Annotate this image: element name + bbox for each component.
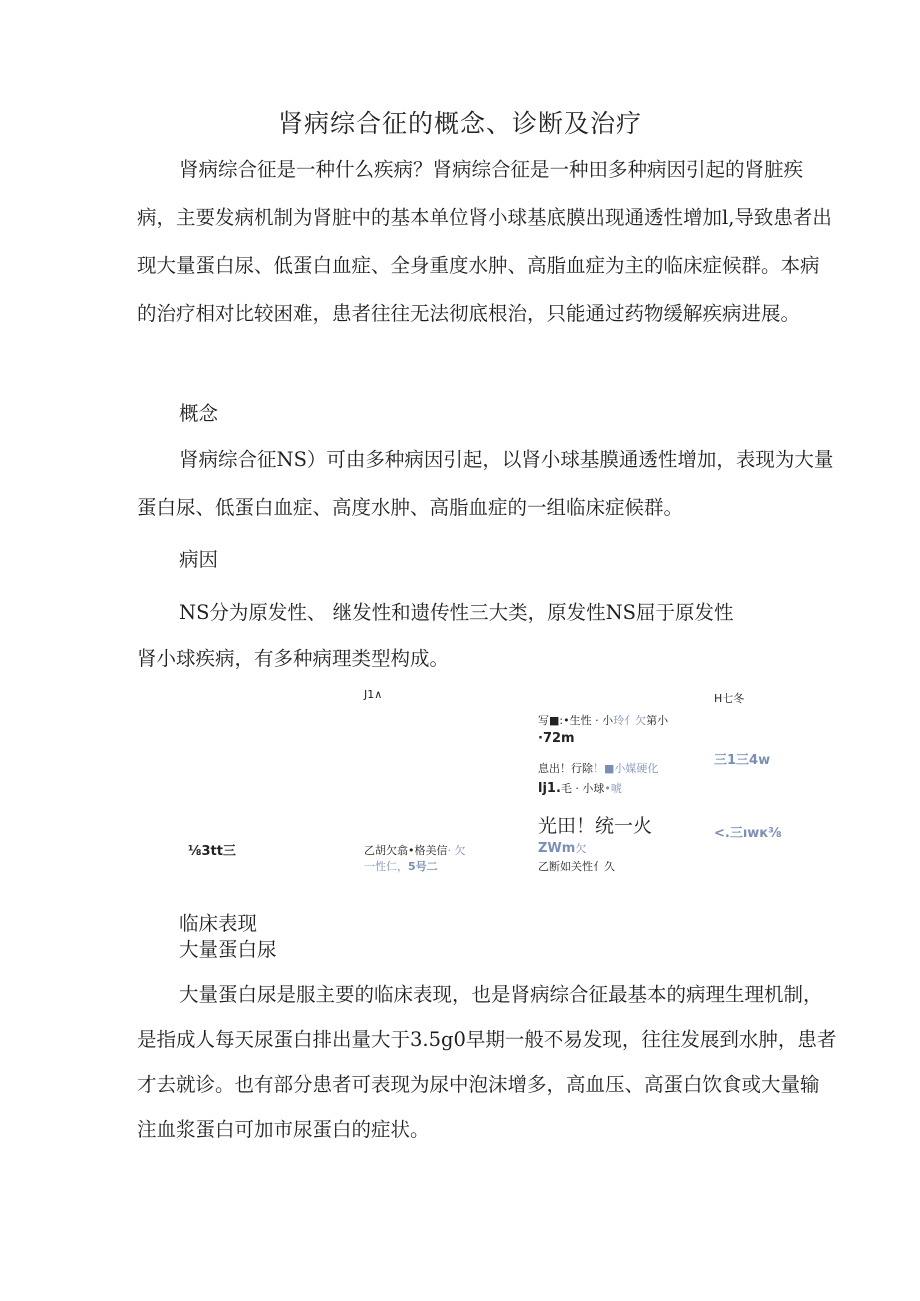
diagram-primary-row4 <box>538 780 622 796</box>
etiology-line-2: 肾小球疾病，有多种病理类型构成。 <box>137 647 450 670</box>
proteinuria-paragraph <box>137 972 837 1152</box>
intro-text: 肾病综合征是一种什么疾病？肾病综合征是一种田多种病因引起的肾脏疾病，主要发病机制为肾脏中的基本单位肾小球基底膜出现通透性增加l,导致患者出现大量蛋白尿、低蛋白血症、全身重度水肿、高脂血症为主的临床症候群。本病的治疗相对比较困难，患者往往无法彻底根治，只能通过药物缓解疾病进展。 <box>137 158 832 325</box>
diagram-r4b: 毛 · 小球 <box>560 782 605 795</box>
diagram-primary-row7: 乙断如关性亻久 <box>538 860 615 873</box>
intro-paragraph <box>137 146 837 338</box>
etiology-line-1: NS分为原发性、 继发性和遗传性三大类，原发性NS屈于原发性 <box>179 601 734 624</box>
diagram-col1: ⅛3tt三 <box>188 844 236 859</box>
diagram-r1c: 第小 <box>646 714 669 727</box>
concept-heading: 概念 <box>179 402 219 425</box>
diagram-primary-row6 <box>538 840 586 856</box>
diagram-r1b: 玲亻欠 <box>613 714 647 727</box>
diagram-col4-header: H七冬 <box>714 692 745 705</box>
diagram-r3a: 息出！行除 <box>538 762 593 775</box>
proteinuria-text: 大量蛋白尿是服主要的临床表现，也是肾病综合征最基本的病理生理机制，是指成人每天尿蛋白排出量大于3.5g0早期一般不易发现，往往发展到水肿，患者才去就诊。也有部分患者可表现为尿中泡沫增多，高血压、高蛋白饮食或大量输注血浆蛋白可加市尿蛋白的症状。 <box>137 983 837 1141</box>
concept-text: 肾病综合征NS）可由多种病因引起，以肾小球基膜通透性增加，表现为大量蛋白尿、低蛋白血症、高度水肿、高脂血症的一组临床症候群。 <box>137 448 834 519</box>
diagram-r1a: 写■:•生性 · 小 <box>538 714 614 727</box>
etiology-heading: 病因 <box>179 548 219 571</box>
diagram-r3b: ！■小媒硬化 <box>593 762 659 775</box>
proteinuria-heading: 大量蛋白尿 <box>179 938 277 961</box>
diagram-primary-row5: 光田！统一火 <box>538 815 653 837</box>
diagram-col4-row2: <.三ıwк⅜ <box>714 826 782 841</box>
diagram-col2-row2 <box>364 858 438 874</box>
diagram-r6: ZWm <box>538 841 576 856</box>
diagram-c2b1: 一性仁， <box>364 860 408 873</box>
page-title: 肾病综合征的概念、诊断及治疗 <box>277 109 642 138</box>
diagram-col4-row1: 三1三4w <box>714 753 771 768</box>
concept-paragraph <box>137 436 837 532</box>
diagram-r6b: 欠 <box>575 842 587 855</box>
diagram-primary-row1 <box>538 712 668 728</box>
diagram-r4c: •唬 <box>604 782 622 795</box>
diagram-primary-row3 <box>538 760 658 776</box>
diagram-col2-header: J1∧ <box>364 688 383 701</box>
diagram-col2-row1 <box>364 842 466 858</box>
diagram-c2b2: 5号二 <box>408 860 438 873</box>
diagram-c2a2: · 欠 <box>447 844 466 857</box>
diagram-c2a1: 乙胡欠翕•格美信 <box>364 844 448 857</box>
diagram-r4a: lj1. <box>538 781 561 796</box>
diagram-primary-row2: ·72m <box>538 731 575 746</box>
clinical-heading: 临床表现 <box>179 912 258 935</box>
